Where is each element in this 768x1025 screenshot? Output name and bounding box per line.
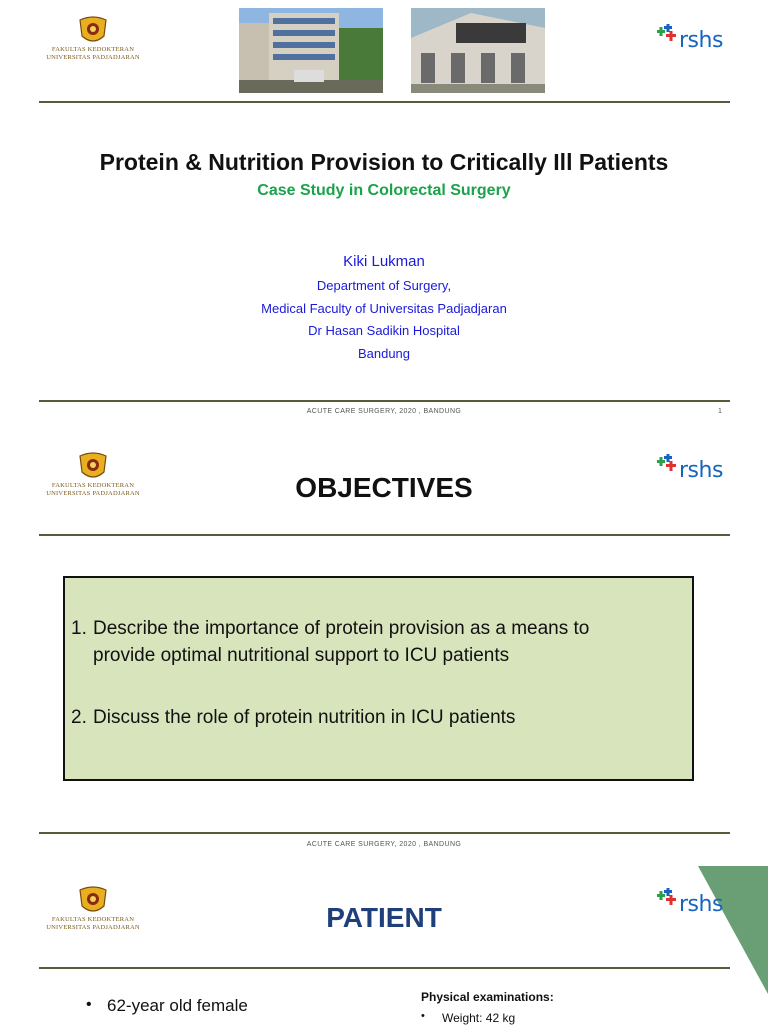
header-divider	[39, 534, 730, 536]
fk-unpad-text: FAKULTAS KEDOKTERAN UNIVERSITAS PADJADJARAN	[46, 916, 140, 931]
author-name: Kiki Lukman	[343, 253, 425, 270]
rshs-logo	[655, 22, 729, 62]
affiliation-line-1: Department of Surgery,	[316, 278, 452, 293]
objective-2-line-1: Discuss the role of protein nutrition in ICU patients	[93, 707, 516, 728]
hospital-photo-2	[411, 8, 545, 93]
affiliation-line-4: Bandung	[357, 346, 411, 361]
bullet-icon: •	[421, 1010, 425, 1022]
affiliation-line-2: Medical Faculty of Universitas Padjadjaran	[261, 301, 507, 316]
fk-unpad-text: FAKULTAS KEDOKTERAN UNIVERSITAS PADJADJARAN	[46, 46, 140, 61]
objective-1-number: 1.	[71, 618, 87, 639]
objectives-box	[63, 576, 694, 781]
patient-bullet-text: 62-year old female	[107, 996, 248, 1015]
header-divider	[39, 967, 730, 969]
header-divider	[39, 101, 730, 103]
footer-divider	[39, 832, 730, 834]
affiliation-line-3: Dr Hasan Sadikin Hospital	[308, 323, 460, 338]
objective-1-line-1: Describe the importance of protein provision as a means to	[93, 618, 590, 639]
unpad-seal-icon	[76, 14, 110, 46]
rshs-cross-icon	[655, 454, 681, 474]
page-number: 1	[718, 408, 722, 415]
fk-unpad-logo	[37, 14, 149, 62]
rshs-text: rshs	[679, 458, 723, 483]
objective-2-number: 2.	[71, 707, 87, 728]
bullet-icon: •	[86, 996, 92, 1013]
slide2-footer: ACUTE CARE SURGERY, 2020 , BANDUNG	[306, 841, 462, 848]
fk-unpad-text: FAKULTAS KEDOKTERAN UNIVERSITAS PADJADJARAN	[46, 482, 140, 497]
rshs-cross-icon	[655, 24, 681, 44]
hospital-photo-1	[239, 8, 383, 93]
slide3-title: PATIENT	[326, 902, 442, 933]
rshs-text: rshs	[679, 28, 723, 53]
objective-1-line-2: provide optimal nutritional support to ICU patients	[93, 645, 510, 666]
slide1-footer: ACUTE CARE SURGERY, 2020 , BANDUNG	[306, 408, 462, 415]
physical-exam-heading: Physical examinations:	[421, 990, 554, 1004]
slide2-title: OBJECTIVES	[295, 472, 473, 503]
rshs-text: rshs	[679, 892, 723, 917]
slide1-title: Protein & Nutrition Provision to Critically Ill Patients	[99, 149, 669, 175]
footer-divider	[39, 400, 730, 402]
physical-exam-item: Weight: 42 kg	[442, 1011, 516, 1025]
slide1-subtitle: Case Study in Colorectal Surgery	[257, 182, 511, 199]
